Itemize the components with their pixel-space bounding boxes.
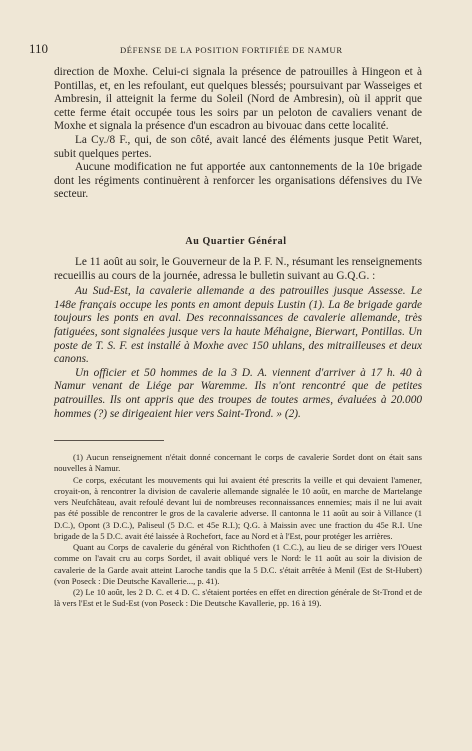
page-number: 110 bbox=[29, 41, 49, 56]
footnote-rule bbox=[54, 440, 164, 441]
quote-paragraph: Un officier et 50 hommes de la 3 D. A. viennent d'arriver à 17 h. 40 à Namur venant de Liége par Waremme. Ils n'ont rencontré que de petites patrouilles. Ils ont appris que des troupes de toutes armes, évaluées à 20.000 hommes (?) se dirigeaient hier vers Saint-Trond. » (2). bbox=[54, 366, 422, 420]
quote-paragraph: Au Sud-Est, la cavalerie allemande a des patrouilles jusque Assesse. Le 148e français occupe les ponts en amont depuis Lustin (1). La 8e brigade garde toujours les ponts en aval. Des reconnaissances de cavalerie allemande, très fatiguées, sont signalées jusque vers la haute Méhaigne, Bierwart, Pontillas. Un poste de T. S. F. est installé à Moxhe avec 150 uhlans, des mitrailleuses et deux canons. bbox=[54, 285, 422, 366]
section-heading: Au Quartier Général bbox=[185, 236, 287, 247]
paragraph: La Cy./8 F., qui, de son côté, avait lancé des éléments jusque Petit Waret, subit quelques pertes. bbox=[54, 133, 422, 160]
paragraph: Aucune modification ne fut apportée aux cantonnements de la 10e brigade dont les régiments continuèrent à renforcer les organisations défensives du IVe secteur. bbox=[54, 161, 422, 201]
footnote: Quant au Corps de cavalerie du général von Richthofen (1 C.C.), au lieu de se diriger vers l'Ouest comme on l'avait cru au corps Sordet, il avait obliqué vers le Nord: le 11 août au soir la division de cavalerie de la Garde avait atteint Laroche tandis que la 5 D.C. s'était arrêtée à Menil (Est de St-Hubert) (von Poseck : Die Deutsche Kavallerie..., p. 41). bbox=[54, 542, 422, 586]
top-text-block bbox=[54, 66, 422, 202]
hq-text-block bbox=[54, 256, 422, 421]
paragraph: direction de Moxhe. Celui-ci signala la présence de patrouilles à Hingeon et à Pontillas, et, en les refoulant, eut quelques blessés; poursuivant par Wasseiges et Ambresin, il atteignit la ferme du Soleil (Nord de Ambresin), où il apprit que cette ferme était occupée tous les soirs par un peloton de cavaliers venant de Moxhe et signala la présence d'un escadron au bivouac dans cette localité. bbox=[54, 66, 422, 133]
footnote: (2) Le 10 août, les 2 D. C. et 4 D. C. s'étaient portées en effet en direction générale de St-Trond et de là vers l'Est et le Sud-Est (von Poseck : Die Deutsche Kavallerie, pp. 16 à 19). bbox=[54, 587, 422, 609]
footnote: Ce corps, exécutant les mouvements qui lui avaient été prescrits la veille et qui devaient l'amener, croyait-on, à rencontrer la division de cavalerie allemande signalée le 10 août, en marche de Martelange vers Neufchâteau, avait refoulé devant lui de nombreuses reconnaissances ennemies; mais il ne lui avait pas été possible de rencontrer le gros de la cavalerie adverse. Il cantonna le 11 août au soir à Villance (1 D.C.), Opont (3 D.C.), Paliseul (5 D.C. et 45e R.I.); Q.G. à Maissin avec une fraction du 45e R.I. Une brigade de la 5 D.C. avait été laissée à Rochefort, face au Nord et à l'Est, pour protéger les arrières. bbox=[54, 474, 422, 541]
running-head: DÉFENSE DE LA POSITION FORTIFIÉE DE NAMUR bbox=[120, 45, 343, 55]
footnotes bbox=[54, 452, 422, 610]
footnote: (1) Aucun renseignement n'était donné concernant le corps de cavalerie Sordet dont on était sans nouvelles à Namur. bbox=[54, 452, 422, 474]
paragraph: Le 11 août au soir, le Gouverneur de la P. F. N., résumant les renseignements recueillis au cours de la journée, adressa le bulletin suivant au G.Q.G. : bbox=[54, 256, 422, 282]
